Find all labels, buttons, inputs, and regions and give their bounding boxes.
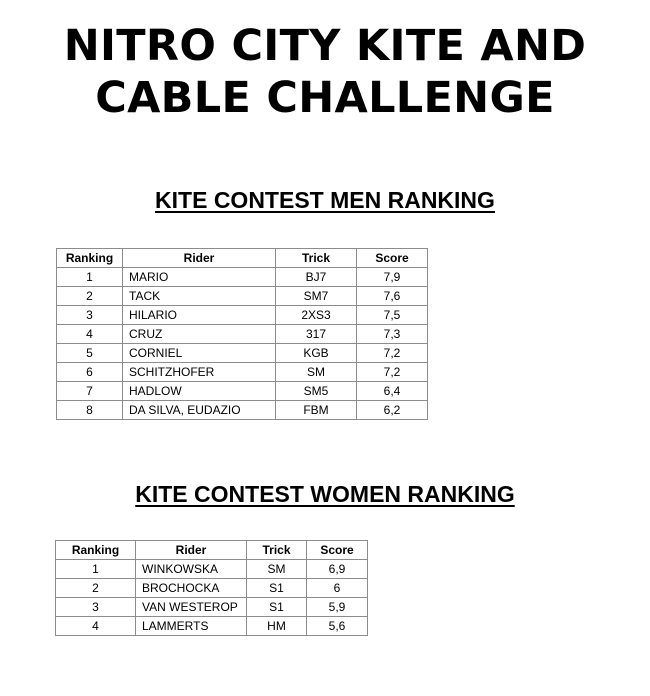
cell-trick: KGB <box>276 344 357 363</box>
table-row <box>56 617 368 636</box>
column-header-trick: Trick <box>247 541 307 560</box>
women-ranking-rows <box>56 560 368 636</box>
cell-ranking: 3 <box>56 598 136 617</box>
cell-rider: CORNIEL <box>123 344 276 363</box>
cell-ranking: 6 <box>57 363 123 382</box>
men-ranking-rows <box>57 268 428 420</box>
cell-rider: MARIO <box>123 268 276 287</box>
column-header-score: Score <box>307 541 368 560</box>
men-ranking-heading: KITE CONTEST MEN RANKING <box>155 187 495 213</box>
cell-ranking: 4 <box>57 325 123 344</box>
cell-rider: WINKOWSKA <box>136 560 247 579</box>
cell-trick: S1 <box>247 579 307 598</box>
cell-score: 7,2 <box>357 363 428 382</box>
cell-ranking: 1 <box>57 268 123 287</box>
cell-score: 6,2 <box>357 401 428 420</box>
cell-trick: 2XS3 <box>276 306 357 325</box>
column-header-score: Score <box>357 249 428 268</box>
page-title-line-1: NITRO CITY KITE AND <box>63 21 587 71</box>
column-header-rider: Rider <box>136 541 247 560</box>
table-row <box>56 598 368 617</box>
cell-rider: BROCHOCKA <box>136 579 247 598</box>
cell-score: 7,3 <box>357 325 428 344</box>
page-title-line-2: CABLE CHALLENGE <box>95 73 555 123</box>
page-title <box>0 20 650 124</box>
table-row <box>57 363 428 382</box>
table-row <box>56 560 368 579</box>
table-row <box>57 382 428 401</box>
cell-trick: FBM <box>276 401 357 420</box>
cell-rider: TACK <box>123 287 276 306</box>
cell-trick: S1 <box>247 598 307 617</box>
cell-score: 6,9 <box>307 560 368 579</box>
table-row <box>56 579 368 598</box>
cell-rider: SCHITZHOFER <box>123 363 276 382</box>
women-ranking-table <box>55 540 368 636</box>
table-header-row <box>57 249 428 268</box>
table-row <box>57 325 428 344</box>
cell-score: 7,2 <box>357 344 428 363</box>
cell-score: 5,6 <box>307 617 368 636</box>
column-header-ranking: Ranking <box>57 249 123 268</box>
cell-trick: SM <box>276 363 357 382</box>
cell-ranking: 8 <box>57 401 123 420</box>
men-ranking-table <box>56 248 428 420</box>
cell-score: 7,6 <box>357 287 428 306</box>
column-header-rider: Rider <box>123 249 276 268</box>
cell-ranking: 4 <box>56 617 136 636</box>
women-ranking-heading: KITE CONTEST WOMEN RANKING <box>135 481 515 507</box>
cell-score: 6 <box>307 579 368 598</box>
cell-trick: SM5 <box>276 382 357 401</box>
cell-rider: CRUZ <box>123 325 276 344</box>
table-row <box>57 306 428 325</box>
table-row <box>57 344 428 363</box>
table-header-row <box>56 541 368 560</box>
cell-rider: LAMMERTS <box>136 617 247 636</box>
cell-score: 7,9 <box>357 268 428 287</box>
cell-ranking: 1 <box>56 560 136 579</box>
cell-rider: HADLOW <box>123 382 276 401</box>
cell-rider: DA SILVA, EUDAZIO <box>123 401 276 420</box>
cell-trick: 317 <box>276 325 357 344</box>
cell-score: 7,5 <box>357 306 428 325</box>
cell-ranking: 2 <box>57 287 123 306</box>
table-row <box>57 268 428 287</box>
cell-ranking: 2 <box>56 579 136 598</box>
cell-score: 6,4 <box>357 382 428 401</box>
column-header-ranking: Ranking <box>56 541 136 560</box>
column-header-trick: Trick <box>276 249 357 268</box>
cell-rider: HILARIO <box>123 306 276 325</box>
cell-ranking: 7 <box>57 382 123 401</box>
cell-ranking: 3 <box>57 306 123 325</box>
cell-trick: HM <box>247 617 307 636</box>
cell-trick: SM7 <box>276 287 357 306</box>
cell-ranking: 5 <box>57 344 123 363</box>
table-row <box>57 401 428 420</box>
table-row <box>57 287 428 306</box>
cell-rider: VAN WESTEROP <box>136 598 247 617</box>
cell-trick: SM <box>247 560 307 579</box>
cell-trick: BJ7 <box>276 268 357 287</box>
cell-score: 5,9 <box>307 598 368 617</box>
